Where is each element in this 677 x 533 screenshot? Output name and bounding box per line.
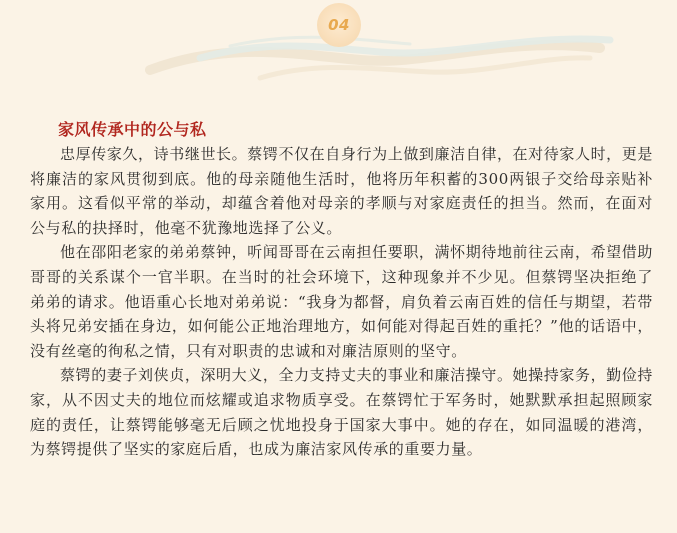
paragraph-3: 蔡锷的妻子刘侠贞，深明大义，全力支持丈夫的事业和廉洁操守。她操持家务，勤俭持家，从不因丈夫的地位而炫耀或追求物质享受。在蔡锷忙于军务时，她默默承担起照顾家庭的责任，让蔡锷能够毫无后顾之忧地投身于国家大事中。她的存在，如同温暖的港湾，为蔡锷提供了坚实的家庭后盾，也成为廉洁家风传承的重要力量。 bbox=[30, 366, 653, 459]
paragraph-1: 忠厚传家久，诗书继世长。蔡锷不仅在自身行为上做到廉洁自律，在对待家人时，更是将廉洁的家风贯彻到底。他的母亲随他生活时，他将历年积蓄的300两银子交给母亲贴补家用。这看似平常的举动，却蕴含着他对母亲的孝顺与对家庭责任的担当。然而，在面对公与私的抉择时，他毫不犹豫地选择了公义。 bbox=[30, 145, 653, 237]
paragraph-2: 他在邵阳老家的弟弟蔡钟，听闻哥哥在云南担任要职，满怀期待地前往云南，希望借助哥哥的关系谋个一官半职。在当时的社会环境下，这种现象并不少见。但蔡锷坚决拒绝了弟弟的请求。他语重心长地对弟弟说：“我身为都督，肩负着云南百姓的信任与期望，若带头将兄弟安插在身边，如何能公正地治理地方，如何能对得起百姓的重托？”他的话语中，没有丝毫的徇私之情，只有对职责的忠诚和对廉洁原则的坚守。 bbox=[30, 243, 653, 360]
article-body bbox=[30, 118, 653, 462]
section-number-badge bbox=[317, 3, 361, 47]
section-heading: 家风传承中的公与私 bbox=[58, 120, 207, 139]
section-number: 04 bbox=[328, 16, 350, 34]
